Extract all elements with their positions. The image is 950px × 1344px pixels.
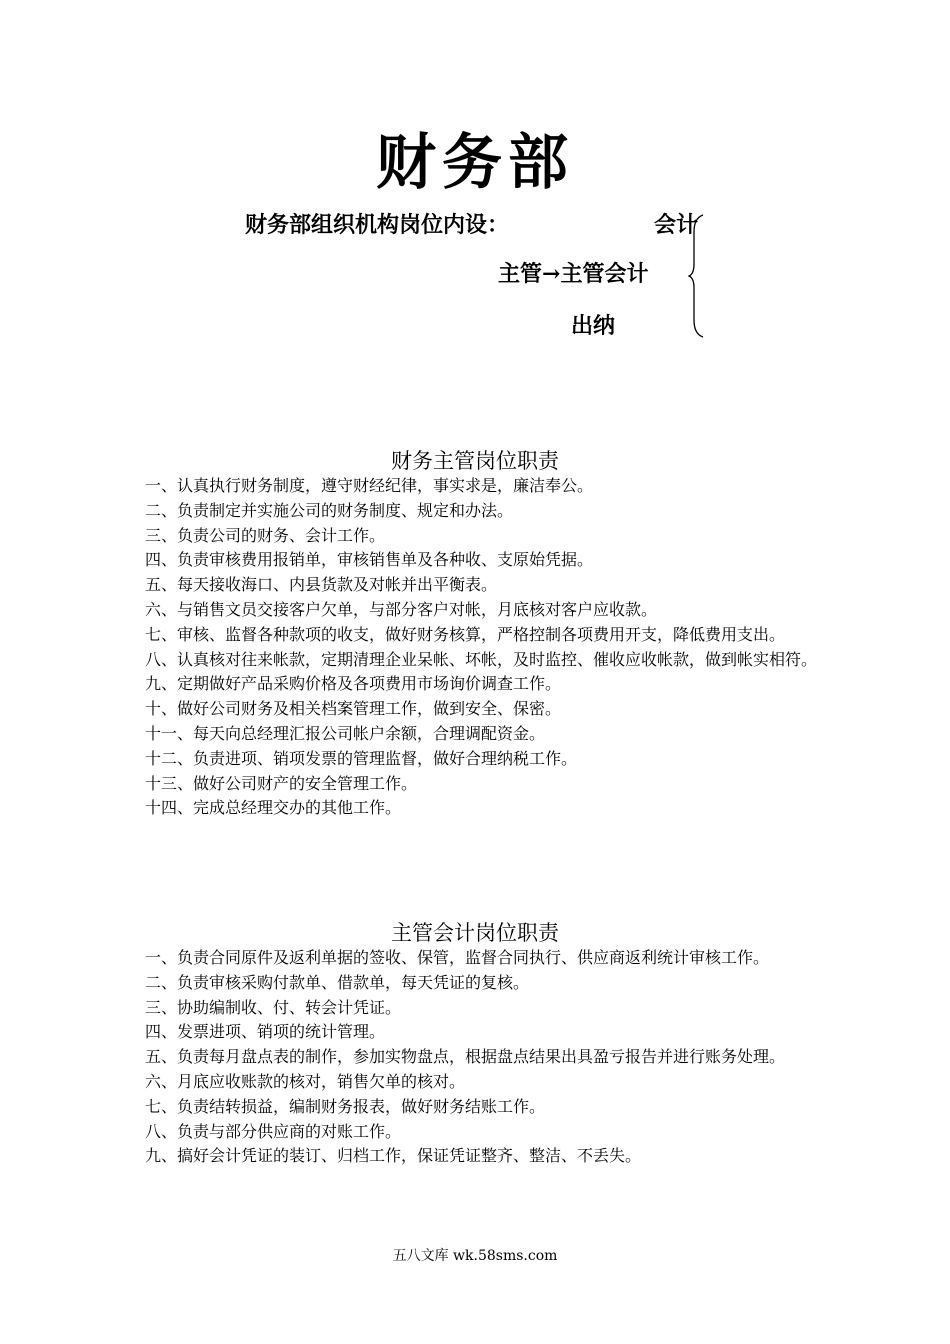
duty-item: 十一、每天向总经理汇报公司帐户余额，合理调配资金。 [145, 723, 546, 743]
brace-icon [688, 214, 708, 338]
duty-item: 八、负责与部分供应商的对账工作。 [145, 1121, 402, 1141]
org-structure-label: 财务部组织机构岗位内设： [245, 212, 510, 238]
duty-item: 一、认真执行财务制度，遵守财经纪律，事实求是，廉洁奉公。 [145, 476, 594, 495]
page-title: 财务部 [376, 128, 574, 198]
duty-item: 五、负责每月盘点表的制作，参加实物盘点，根据盘点结果出具盈亏报告并进行账务处理。 [145, 1047, 786, 1067]
duty-item: 七、审核、监督各种款项的收支，做好财务核算，严格控制各项费用开支，降低费用支出。 [145, 624, 786, 644]
section-title-zhuguan-kuaiji: 主管会计岗位职责 [391, 921, 559, 945]
duty-item: 五、每天接收海口、内县货款及对帐并出平衡表。 [145, 575, 498, 595]
duty-item: 七、负责结转损益，编制财务报表，做好财务结账工作。 [145, 1096, 546, 1116]
duty-item: 九、定期做好产品采购价格及各项费用市场询价调查工作。 [145, 674, 562, 694]
org-node-kuaiji: 会计 [654, 212, 699, 238]
duty-list-zhuguan-kuaiji [145, 946, 825, 1169]
duty-item: 三、负责公司的财务、会计工作。 [145, 525, 386, 545]
duty-item: 一、负责合同原件及返利单据的签收、保管，监督合同执行、供应商返利统计审核工作。 [145, 948, 770, 967]
duty-item: 十二、负责进项、销项发票的管理监督，做好合理纳税工作。 [145, 748, 578, 768]
duty-item: 六、月底应收账款的核对，销售欠单的核对。 [145, 1071, 466, 1091]
section-title-caiwu-zhuguan: 财务主管岗位职责 [391, 449, 559, 473]
duty-item: 二、负责审核采购付款单、借款单，每天凭证的复核。 [145, 972, 530, 992]
duty-item: 四、负责审核费用报销单，审核销售单及各种收、支原始凭据。 [145, 550, 594, 570]
arrow-icon: → [542, 261, 561, 287]
org-node-zhuguan-row [498, 259, 648, 289]
org-node-zhuguan: 主管 [498, 261, 543, 287]
duty-item: 四、发票进项、销项的统计管理。 [145, 1022, 386, 1042]
duty-item: 三、协助编制收、付、转会计凭证。 [145, 997, 402, 1017]
duty-item: 二、负责制定并实施公司的财务制度、规定和办法。 [145, 500, 514, 520]
duty-item: 十三、做好公司财产的安全管理工作。 [145, 773, 418, 793]
duty-item: 九、搞好会计凭证的装订、归档工作，保证凭证整齐、整洁、不丢失。 [145, 1146, 642, 1166]
duty-list-caiwu-zhuguan [145, 474, 825, 821]
duty-item: 八、认真核对往来帐款，定期清理企业呆帐、坏帐，及时监控、催收应收帐款，做到帐实相符。 [145, 649, 818, 669]
duty-item: 十、做好公司财务及相关档案管理工作，做到安全、保密。 [145, 699, 562, 719]
duty-item: 十四、完成总经理交办的其他工作。 [145, 798, 402, 818]
footer-watermark: 五八文库 wk.58sms.com [392, 1248, 558, 1264]
duty-item: 六、与销售文员交接客户欠单，与部分客户对帐，月底核对客户应收款。 [145, 599, 658, 619]
org-node-chuna: 出纳 [571, 313, 616, 339]
org-node-zhuguan-kuaiji: 主管会计 [560, 261, 649, 287]
